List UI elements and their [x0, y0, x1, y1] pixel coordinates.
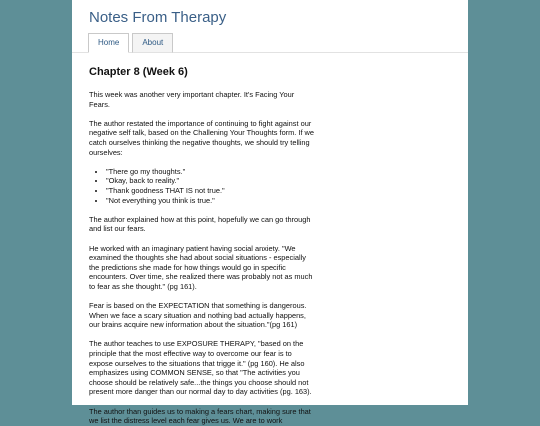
tab-about[interactable]: About — [132, 33, 173, 53]
nav-tabs — [88, 33, 173, 53]
site-title[interactable]: Notes From Therapy — [89, 9, 227, 26]
site-header — [72, 0, 468, 53]
post-paragraph: Fear is based on the EXPECTATION that something is dangerous. When we face a scary situation and nothing bad actually happens, our brains acquire new information about the situation."(pg 161) — [89, 301, 307, 330]
page-container — [72, 0, 468, 426]
post-content — [72, 53, 468, 426]
post-paragraph: The author restated the importance of continuing to fight against our negative self talk, based on the Challening Your Thoughts form. If we catch ourselves thinking the negative thoughts, we should try telling ourselves: — [89, 118, 315, 157]
post-paragraph: The author teaches to use EXPOSURE THERAPY, "based on the principle that the most effective way to overcome our fear is to expose ourselves to the situations that trigge it." (pg 160). He also emphasizes using COMMON SENSE, so that "The activities you choose should be relatively safe...the things you choose should not present more danger than our normal day to day activities (pg. 163). — [89, 339, 312, 397]
tab-home[interactable]: Home — [88, 33, 129, 53]
bullet-list — [89, 167, 316, 205]
list-item: • "Not everything you think is true." — [106, 196, 316, 206]
post-paragraph: The author explained how at this point, hopefully we can go through and list our fears. — [89, 214, 311, 234]
post-paragraph: The author than guides us to making a fears chart, making sure that we list the distress level each fear gives us. We are to work — [89, 406, 311, 426]
list-item: • "There go my thoughts." — [106, 167, 316, 177]
post-paragraph: This week was another very important chapter. It's Facing Your Fears. — [89, 90, 295, 109]
post-title: Chapter 8 (Week 6) — [89, 66, 188, 78]
post-paragraph: He worked with an imaginary patient having social anxiety. "We examined the thoughts she had about social situations - especially the predictions she made for how things would go in specific encounters. Over time, she realized there was probably not as much to fear as she thought." (pg 161). — [89, 243, 313, 291]
list-item: • "Thank goodness THAT IS not true." — [106, 186, 316, 196]
list-item: • "Okay, back to reality." — [106, 176, 316, 186]
